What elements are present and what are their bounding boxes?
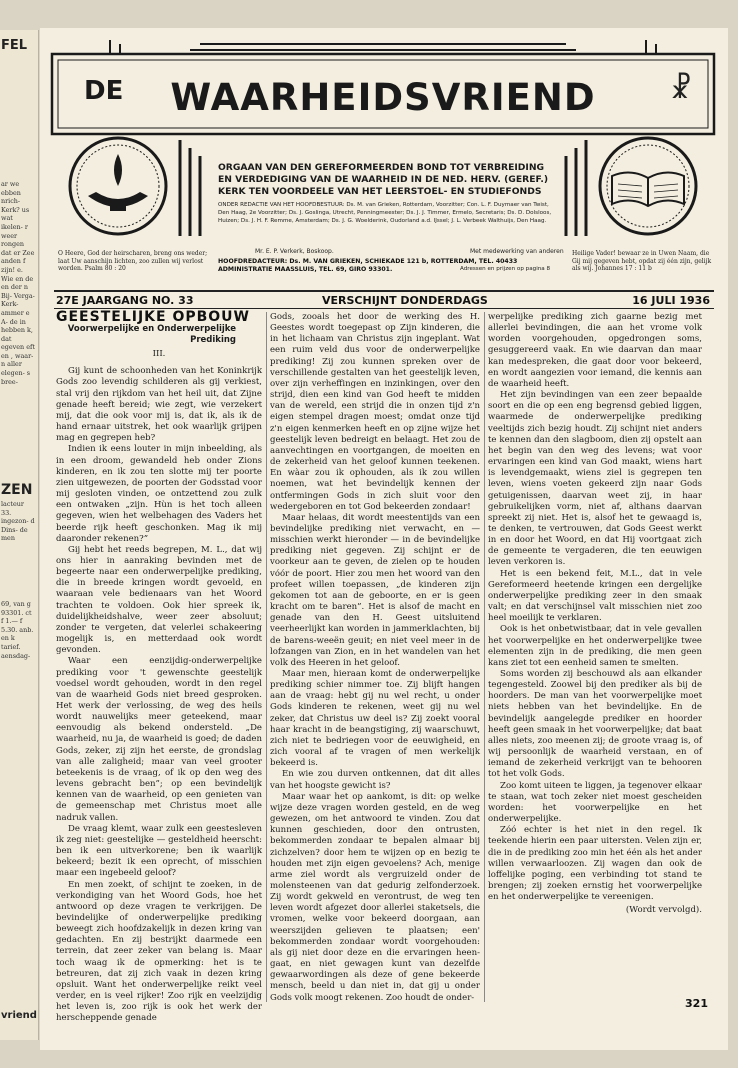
paragraph: Gij hebt het reeds begrepen, M. L., dat wij ons hier in aanraking bevinden met de begeerte naar een onderwerpelijke prediking, die in breede kringen wordt gevoeld, en waaraan vele bedienaars van het Woord trachten te voldoen. Ook hier spreek ik, duidelijkheidshalve, weer zeer absoluut; zonder te vergeten, dat velerlei schakeering mogelijk is, en metterdaad ook wordt gevonden.: [56, 544, 262, 656]
adjacent-page-heading: vriend: [1, 1010, 37, 1021]
issue-date: 16 JULI 1936: [632, 294, 710, 307]
paragraph: Maar helaas, dit wordt meestentijds van een bevindelijke prediking niet verwacht, en — misschien werkt hieronder — in de bevindelijke prediking niet gegeven. Zij schijnt er de voorkeur aan te geven, de zielen op te houden vóór de poort. Hier zou men het woord van den profeet willen toepassen, „de kinderen zijn gekomen tot aan de geboorte, en er is geen kracht om te baren”. Het is alsof de macht en genade van den H. Geest uitsluitend veerheerlijkt kan worden in jammerklachten, bij de barens-weeën geuit; en niet veel meer in de lofzangen van Zion, en in het wandelen van het volk des Heeren in het geloof.: [270, 512, 480, 668]
publication-schedule: VERSCHIJNT DONDERDAGS: [322, 294, 488, 307]
newspaper-page: [40, 28, 728, 1050]
paragraph: En men zoekt, of schijnt te zoeken, in de verkondiging van het Woord Gods, hoe het antwoord op deze vragen te verkrijgen. De bevindelijke of onderwerpelijke prediking beweegt zich hoofdzakelijk in dezen kring van gedachten. En zij bestrijkt daarmede een terrein, dat zeer zeker van belang is. Maar toch waag ik de opmerking: het is te betreuren, dat zij zich vaak in dezen kring opsluit. Want het onderwerpelijke reikt veel verder, en is veel rijker! Zoo rijk en veelzijdig het leven is, zoo rijk is ook het werk der herscheppende genade: [56, 879, 262, 1024]
masthead-title-prefix: DE: [84, 76, 124, 106]
paragraph: Ook is het onbetwistbaar, dat in vele gevallen het voorwerpelijke en het onderwerpelijke twee elementen zijn in de prediking, die men geen kans ziet tot een eenheid samen te smelten.: [488, 624, 702, 668]
paragraph: Zóó echter is het niet in den regel. Ik teekende hierin een paar uitersten. Velen zijn er, die in de prediking zoo min het één als het ander willen verwaarloozen. Zij wagen dan ook de loffelijke poging, een verbinding tot stand te brengen; zij zoeken ernstig het voorwerpelijke en het onderwerpelijke te vereenigen.: [488, 825, 702, 903]
adjacent-page-strip: [0, 30, 39, 1040]
issue-info-bar: [54, 290, 714, 309]
paragraph: Soms worden zij beschouwd als aan elkander tegengesteld. Zoowel bij den prediker als bij de hoorders. De man van het voorwerpelijke moet niets hebben van het bevindelijke. En de bevindelijk aangelegde prediker en hoorder heeft geen smaak in het voorwerpelijke; dat baat alles niets, zoo meenen zij; de groote vraag is, of wij persoonlijk de waarheid verstaan, en of iemand de zekerheid verkrijgt van te behooren tot het volk Gods.: [488, 669, 702, 780]
page-number: 321: [685, 997, 708, 1010]
continued-note: (Wordt vervolgd).: [625, 905, 702, 916]
scripture-quote-left: O Heere, God der heirscharen, breng ons weder; laat Uw aanschijn lichten, zoo zullen wij verlost worden. Psalm 80 : 20: [58, 250, 208, 273]
adjacent-page-text: lacteur 33. ingezon- d Dins- de men: [1, 500, 35, 543]
paragraph: Gods, zooals het door de werking des H. Geestes wordt toegepast op Zijn kinderen, die in het lichaam van Christus zijn ingeplant. Wat een ruim veld dus voor de onderwerpelijke prediking! Zij zou kunnen spreken over de verschillende gestalten van het geestelijk leven, over zijn verheffingen en inzinkingen, over den strijd, dien een kind van God heeft te midden van de wereld, een strijd die in onzen tijd z'n eigen stempel dragen moest; omdat onze tijd z'n eigen kenmerken heeft en op zijne wijze het geestelijk leven bedreigt en belaagt. Het zou de aanvechtingen en voortgangen, de moeiten en de zekerheid van het geloof kunnen teekenen. En wàar zou ik ophouden, als ik zou willen noemen, wat het bevindelijk kennen der ontfermingen Gods in zich sluit voor den wedergeboren en tot God bekeerden zondaar!: [270, 312, 480, 512]
paragraph: En wie zou durven ontkennen, dat dit alles van het hoogste gewicht is?: [270, 769, 480, 791]
paragraph: De vraag klemt, waar zulk een geestesleven ik zeg niet: geestelijke — gesteldheid heerscht: ben ik een uitverkorene; ben ik waarlijk bekeerd; bezit ik een oprecht, of misschien maar een ingebeeld geloof?: [56, 823, 262, 879]
paragraph: werpelijke prediking zich gaarne bezig met allerlei bevindingen, die aan het vrome volk worden voorgehouden, opgedrongen soms, gesuggereerd vaak. En wie daarvan dan maar kan medespreken, die gaat door voor bekeerd, en wordt aangezien voor iemand, die kennis aan de waarheid heeft.: [488, 312, 702, 389]
editorial-board: ONDER REDACTIE VAN HET HOOFDBESTUUR: Ds. M. van Grieken, Rotterdam, Voorzitter; Con. L. F. Duymaer van Twist, Den Haag, 2e Voorzitter; Ds. J. Goslinga, Utrecht, Penningmeester; Ds. J. J. Timmer, Ermelo, Secretaris; Ds. D. Dolsloos, Huizen; Ds. J. H. F. Remme, Amsterdam; Ds. J. G. Woelderink, Oudorland a.d. IJssel; J. L. Verbeek Walthuijs, Den Haag.: [218, 202, 552, 224]
adjacent-page-text: 69, van g 93301. ct f 1.— f 5.30. anb. en k tarief. aensdag-: [1, 600, 34, 660]
article-column-3: [488, 312, 702, 916]
article-column-1: [56, 309, 262, 1025]
bible-emblem: [600, 138, 696, 234]
volume-number: 27E JAARGANG NO. 33: [56, 294, 194, 307]
board-member-line: Mr. E. P. Verkerk, Boskoop.: [255, 248, 334, 255]
adjacent-page-heading: FEL: [1, 38, 28, 53]
paragraph: Indien ik eens louter in mijn inbeelding, als in een droom, gewandeld heb onder Zions kinderen, en ik zou ten slotte mij ter poorte zien uitgewezen, de poorten der Godsstad voor mij gesloten vinden, oe ontzettend zou zulk een ontwaken „zijn. Hùn is het toch alleen gegeven, wien het welbehagen des Vaders het beerde rijk heeft geschonken. Mag ik mij daaronder rekenen?”: [56, 444, 262, 544]
article-column-2: [270, 312, 480, 1004]
article-subtitle: Voorwerpelijke en Onderwerpelijke Prediking: [67, 324, 236, 345]
paragraph: Maar men, hieraan komt de onderwerpelijke prediking schier nimmer toe. Zij blijft hangen aan de vraag: hebt gij nu wel recht, u onder Gods kinderen te rekenen, weet gij nu wel zeker, dat Christus uw deel is? Zij zoekt vooral haar kracht in de beangstiging, zij waarschuwt, zich niet te bedriegen voor de eeuwigheid, en zich vooral af te vragen of men werkelijk bekeerd is.: [270, 669, 480, 769]
masthead-title: WAARHEIDSVRIEND: [170, 76, 596, 119]
masthead: [50, 36, 716, 284]
paragraph: Gij kunt de schoonheden van het Koninkrijk Gods zoo levendig schilderen als gij verkiest, stal vrij den rijkdom van het heil uit, dat Zijne genade heeft bereid; wie zegt, wie verzekert mij, dat die ook voor mij is, dat ik, als ik de hand ernaar uitstrek, het ook waarlijk grijpen mag en gegrepen heb?: [56, 366, 262, 444]
paragraph: Waar een eenzijdig-onderwerpelijke prediking voor 't gewenschte geestelijk voedsel wordt gehouden, wordt in den regel van de waarheid Gods niet breed gesproken. Het werk der verlossing, de weg des heils wordt nauwelijks meer geteekend, maar eenvoudig als bekend ondersteld. „De waarheid, nu ja, de waarheid is goed; de daden Gods, zeker, zij zijn het eerste, de grondslag van alle zaligheid; maar van veel grooter beteekenis is de vraag, of ik op den weg des levens gebracht ben”; op een bevindelijk kennen van de waarheid, op een genieten van de gemeenschap met Christus moet alle nadruk vallen.: [56, 656, 262, 823]
lamp-emblem: [70, 138, 166, 234]
masthead-ornament: [50, 36, 716, 284]
column-divider: [266, 312, 267, 1002]
paragraph: Zoo komt uiteen te liggen, ja tegenover elkaar te staan, wat toch zeker niet moest gescheiden worden: het voorwerpelijke en het onderwerpelijke.: [488, 780, 702, 825]
paragraph: Maar waar het op aankomt, is dit: op welke wijze deze vragen worden gesteld, en de weg gewezen, om het antwoord te vinden. Zou dat kunnen geschieden, door den ontrusten, bekommerden zondaar te bepalen almaar bij zichzelven? door hem te wijzen op en bezig te houden met zijn eigen gevoelens? Ach, menige arme ziel wordt als vergruizeld onder de molensteenen van dat gedurig zelfonderzoek. Zij wordt gekweld en verontrust, de weg ten leven wordt afgezet door allerlei staketsels, die vromen, welke voor bekeerd doorgaan, aan weerszijden gelieven te plaatsen; een' bekommerden zondaar wordt voorgehouden: als gij niet door deze en die ervaringen heen-gaat, en niet gewagen kunt van dezelfde gewaarwordingen als deze of gene bekeerde mensch, beeld u dan niet in, dat gij u onder Gods volk moogt rekenen. Zoo houdt de onder-: [270, 791, 480, 1003]
scripture-quote-right: Heilige Vader! bewaar ze in Uwen Naam, die Gij mij gegeven hebt, opdat zij één zijn, gelijk als wij. Johannes 17 : 11 b: [572, 250, 712, 273]
adjacent-page-text: ar we ebben nrich- Kerk? us wat ikelen- r weer rongen dat er Zee anden f zijn! e. Wie en de en der n Bij- Verga- Kerk- ammer e A- de in hebben k, dat egeven eft en , waar- n aller elegen- s bree-: [1, 180, 35, 386]
column-divider: [484, 312, 485, 1002]
article-title: GEESTELIJKE OPBOUW: [56, 309, 250, 325]
organ-description: ORGAAN VAN DEN GEREFORMEERDEN BOND TOT VERBREIDING EN VERDEDIGING VAN DE WAARHEID IN DE NED. HERV. (GEREF.) KERK TEN VOORDEELE VAN HET LEERSTOEL- EN STUDIEFONDS: [218, 162, 549, 197]
cooperation-line: Met medewerking van anderen: [470, 248, 564, 255]
adjacent-page-heading: ZEN: [1, 482, 33, 498]
price-note: Adressen en prijzen op pagina 8: [460, 266, 551, 272]
article-part: III.: [152, 349, 166, 360]
paragraph: Het zijn bevindingen van een zeer bepaalde soort en die op een eng begrensd gebied liggen, waarmede de onderwerpelijke prediking veeltijds zich bezig houdt. Zij schijnt niet anders te kennen dan den slagboom, dien zij opstelt aan het begin van den weg des levens; wat voor ervaringen een kind van God maakt, wiens hart is levendgemaakt, wiens ziel is gegrepen ten leven, wiens voeten gekeerd zijn naar Gods getuigenissen, daarvan weet zij, in haar gebruikelijken vorm, niet af, althans daarvan spreekt zij niet. Het is, alsof het te gewaagd is, te denken, te vertrouwen, dat Gods Geest werkt in en door het Woord, en dat Hij voortgaat zich de gemeente te vergaderen, die ten eeuwigen leven verkoren is.: [488, 390, 702, 568]
chief-editor-address: HOOFDREDACTEUR: Ds. M. VAN GRIEKEN, SCHIEKADE 121 b, ROTTERDAM, TEL. 40433 ADMINISTRATIE MAASSLUIS, TEL. 69, GIRO 93301.: [218, 258, 518, 273]
chi-rho-icon: ☧: [670, 72, 692, 105]
paragraph: Het is een bekend feit, M.L., dat in vele Gereformeerd heetende kringen een dergelijke onderwerpelijke prediking zeer in den smaak valt; en dat verschijnsel valt misschien niet zoo heel moeilijk te verklaren.: [488, 568, 702, 624]
